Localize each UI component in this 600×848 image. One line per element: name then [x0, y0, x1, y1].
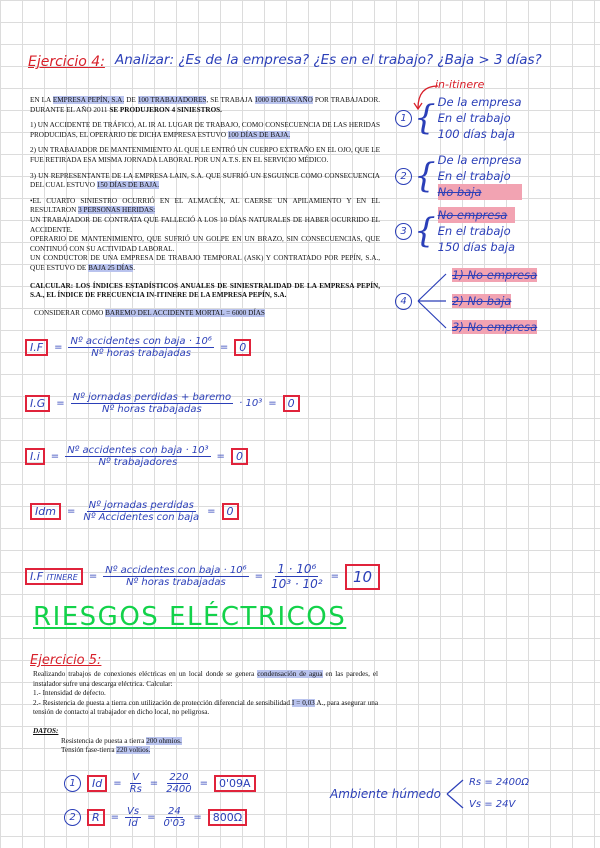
number-1-circle: 1: [64, 775, 81, 792]
ii-result: 0: [231, 448, 248, 465]
case-1: 1) UN ACCIDENTE DE TRÁFICO, AL IR AL LUGAR DE TRABAJO, COMO CONSECUENCIA DE LAS HERIDAS PRODUCIDAS, EL OPERARIO DE DICHA EMPRESA ESTUVO 100 DÍAS DE BAJA.: [30, 121, 381, 139]
note-2-line: En el trabajo: [437, 169, 511, 183]
number-1-circle: 1: [395, 110, 412, 127]
question-1: 1.- Intensidad de defecto.: [33, 689, 106, 698]
fraction: $\frac{\text{Nº accidentes con baja · 10⁶}}{\text{Nº horas trabajadas}}$: [105, 565, 247, 588]
fork-arrows-icon: [416, 268, 448, 334]
number-2-circle: 2: [395, 168, 412, 185]
note-4-line: 1) No empresa: [452, 268, 538, 282]
id-symbol: Id: [87, 775, 107, 792]
number-2-circle: 2: [64, 809, 81, 826]
number-3-circle: 3: [395, 223, 412, 240]
exercise-4-title: Ejercicio 4:: [28, 54, 105, 70]
incidence-index-formula: I.i = $\frac{\text{Nº accidentes con baja · 10³}}{\text{Nº trabajadores}}$ = 0: [25, 445, 248, 468]
note-3-line: 150 días baja: [437, 240, 516, 254]
if-symbol: I.F: [25, 339, 48, 356]
fraction: $\frac{Vs}{Id}$: [127, 806, 140, 829]
fork-arrows-icon: [445, 776, 465, 812]
data-label: DATOS:: [33, 726, 59, 735]
exercise-4-subtitle: Analizar: ¿Es de la empresa? ¿Es en el trabajo? ¿Baja > 3 días?: [115, 52, 542, 68]
note-1-line: En el trabajo: [437, 111, 511, 125]
case-3: 3) UN REPRESENTANTE DE LA EMPRESA LAIN, S.A. QUE SUFRIÓ UN ESGUINCE COMO CONSECUENCIA DEL CUAL ESTUVO 150 DÍAS DE BAJA.: [30, 171, 380, 190]
frequency-index-itinere-formula: I.F ITINERE = $\frac{\text{Nº accidentes con baja · 10⁶}}{\text{Nº horas trabajadas}}$ = $\frac{\text{1 · 10⁶}}{\text{10³ · 10²}}$ = 10: [25, 562, 380, 591]
idm-result: 0: [222, 503, 239, 520]
fraction: $\frac{\text{Nº jornadas perdidas}}{\text{Nº Accidentes con baja}}$: [83, 500, 200, 523]
in-itinere-note: in-itinere: [435, 78, 485, 91]
fraction: $\frac{220}{2400}$: [166, 772, 192, 795]
frequency-index-formula: I.F = $\frac{\text{Nº accidentes con baja · 10⁶}}{\text{Nº horas trabajadas}}$ = 0: [25, 336, 251, 359]
vs-value: Vs = 24V: [468, 799, 516, 810]
ig-symbol: I.G: [25, 395, 50, 412]
exercise-5-title: Ejercicio 5:: [30, 653, 102, 668]
brace-icon: {: [414, 156, 436, 196]
note-2-line: De la empresa: [437, 153, 522, 167]
note-2-line: No baja: [438, 184, 522, 200]
exercise-4-statement: [30, 96, 380, 318]
brace-icon: {: [414, 211, 436, 251]
note-group-4: [395, 262, 537, 340]
gravity-index-formula: I.G = $\frac{\text{Nº jornadas perdidas + baremo}}{\text{Nº horas trabajadas}}$ · 10³ = 0: [25, 392, 300, 415]
note-group-2: [395, 152, 522, 200]
consider-line: CONSIDERAR COMO BAREMO DEL ACCIDENTE MORTAL = 6000 DÍAS: [34, 308, 265, 317]
ii-symbol: I.i: [25, 448, 45, 465]
fraction: $\frac{24}{0'03}$: [163, 806, 186, 829]
exercise-5-statement: [33, 670, 378, 756]
case-2: 2) UN TRABAJADOR DE MANTENIMIENTO AL QUE LE ENTRÓ UN CUERPO EXTRAÑO EN EL OJO, QUE LE FUE RETIRADA ESA MISMA JORNADA LABORAL POR UN A.T.S. EN EL SERVICIO MÉDICO.: [30, 146, 380, 164]
r-symbol: R: [87, 809, 105, 826]
note-group-1: [395, 94, 522, 142]
fraction: $\frac{\text{Nº accidentes con baja · 10⁶}}{\text{Nº horas trabajadas}}$: [70, 336, 212, 359]
r-result: 800Ω: [208, 809, 247, 826]
mean-duration-index-formula: Idm = $\frac{\text{Nº jornadas perdidas}}{\text{Nº Accidentes con baja}}$ = 0: [30, 500, 239, 523]
brace-icon: {: [414, 98, 436, 138]
rs-value: Rs = 2400Ω: [468, 777, 529, 788]
fraction: $\frac{\text{1 · 10⁶}}{\text{10³ · 10²}}$: [270, 562, 323, 591]
fraction: $\frac{\text{Nº jornadas perdidas + baremo}}{\text{Nº horas trabajadas}}$: [72, 392, 232, 415]
note-3-line: En el trabajo: [437, 224, 511, 238]
note-1-line: De la empresa: [437, 95, 522, 109]
ig-result: 0: [283, 395, 300, 412]
question-2: 2.- Resistencia de puesta a tierra con utilización de protección diferencial de sensibilidad I = 0,03 A., para asegurar una tensión de contacto al trabajador en dicho local, no peligrosa.: [33, 698, 379, 717]
ground-resistance-formula: 2 R = $\frac{Vs}{Id}$ = $\frac{24}{0'03}$ = 800Ω: [64, 806, 247, 829]
if-itinere-symbol: I.F ITINERE: [25, 568, 83, 585]
section-heading: RIESGOS ELÉCTRICOS: [33, 602, 347, 632]
fraction: $\frac{\text{Nº accidentes con baja · 10³}}{\text{Nº trabajadores}}$: [67, 445, 209, 468]
defect-current-formula: 1 Id = $\frac{V}{Rs}$ = $\frac{220}{2400}$ = 0'09A: [64, 772, 256, 795]
data-line-2: Tensión fase-tierra 220 voltios.: [61, 746, 151, 755]
if-result: 0: [234, 339, 251, 356]
problem-paragraph: Realizando trabajos de conexiones eléctricas en un local donde se genera condensación de agua en las paredes, el instalador sufre una descarga eléctrica. Calcular:: [33, 670, 379, 688]
idm-symbol: Idm: [30, 503, 61, 520]
humid-environment-note: Ambiente húmedo Rs = 2400Ω Vs = 24V: [330, 772, 529, 816]
data-line-1: Resistencia de puesta a tierra 200 ohmios.: [61, 736, 182, 745]
number-4-circle: 4: [395, 293, 412, 310]
note-4-line: 3) No empresa: [452, 320, 538, 334]
note-4-line: 2) No baja: [452, 294, 512, 308]
note-1-line: 100 días baja: [437, 127, 516, 141]
calculate-instruction: CALCULAR: LOS ÍNDICES ESTADÍSTICOS ANUALES DE SINIESTRALIDAD DE LA EMPRESA PEPÍN, S.A., EL ÍNDICE DE FRECUENCIA IN-ITINERE DE LA EMPRESA PEPÍN, S.A.: [30, 281, 380, 300]
fraction: $\frac{V}{Rs}$: [129, 772, 142, 795]
note-3-line: No empresa: [438, 207, 515, 223]
id-result: 0'09A: [214, 775, 256, 792]
note-group-3: [395, 207, 515, 255]
case-4: •EL CUARTO SINIESTRO OCURRIÓ EN EL ALMACÉN, AL CAERSE UN APILAMIENTO Y EN EL RESULTARON 3 PERSONAS HERIDAS: UN TRABAJADOR DE CONTRATA QUE FALLECIÓ A LOS 10 DÍAS NATURALES DE HABER OCURRIDO EL ACCIDENTE. OPERARIO DE MANTENIMIENTO, QUE SUFRIÓ UN GOLPE EN UN BRAZO, SIN CONSECUENCIAS, QUE CONTINUÓ CON SU ACTIVIDAD LABORAL. UN CONDUCTOR DE UNA EMPRESA DE TRABAJO TEMPORAL (ASK) Y CONTRATADO POR PEPÍN, S.A., QUE ESTUVO DE BAJA 25 DÍAS.: [30, 196, 380, 272]
intro-paragraph: EN LA EMPRESA PEPÍN, S.A. DE 100 TRABAJADORES, SE TRABAJA 1000 HORAS/AÑO POR TRABAJADOR. DURANTE EL AÑO 2011 SE PRODUJERON 4 SINIESTROS.: [30, 96, 381, 114]
if-itinere-result: 10: [345, 564, 380, 590]
